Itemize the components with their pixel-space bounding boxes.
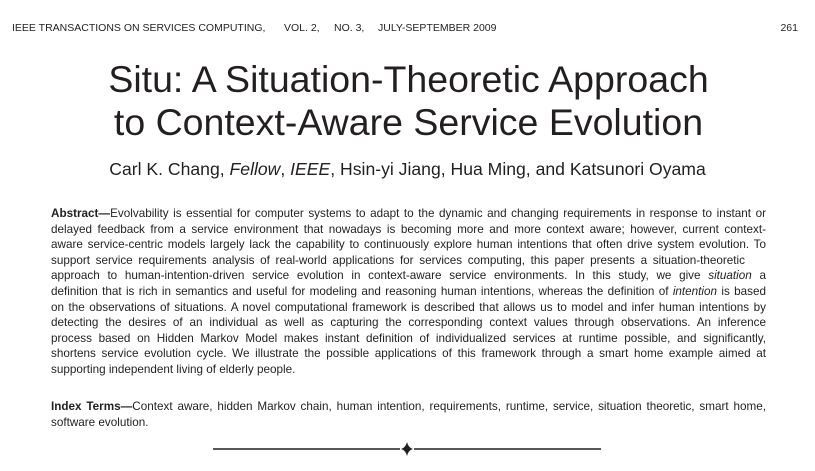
- running-header-journal: IEEE TRANSACTIONS ON SERVICES COMPUTING,: [12, 22, 266, 34]
- author-separator: ,: [280, 159, 291, 179]
- abstract-line: process based on Hidden Markov Model makes instant definition of individualized services at runtime possible, and significantly,: [51, 331, 766, 345]
- running-header-volume: VOL. 2,: [284, 22, 320, 34]
- paper-title-line: Situ: A Situation-Theoretic Approach: [108, 57, 709, 100]
- running-header-issue: NO. 3,: [334, 22, 365, 34]
- abstract-italic-term: intention: [672, 284, 718, 298]
- abstract-line: [51, 284, 766, 300]
- author-society: IEEE: [290, 159, 331, 179]
- running-header-date: JULY-SEPTEMBER 2009: [378, 22, 497, 34]
- paper-title: [1, 58, 815, 144]
- index-terms-line: software evolution.: [51, 415, 149, 429]
- abstract-line: aware service-centric models largely lack the capability to continuously explore human intentions that often drive system evolution. To: [51, 238, 766, 252]
- index-terms: [51, 399, 766, 430]
- author-rest: , Hsin-yi Jiang, Hua Ming, and Katsunori Oyama: [330, 159, 706, 179]
- abstract-line-text: definition that is rich in semantics and useful for modeling and reasoning human intentions, whereas the definition of: [51, 284, 673, 298]
- author-grade: Fellow: [229, 159, 281, 179]
- diamond-icon: [401, 442, 413, 456]
- abstract-line-text: Evolvability is essential for computer systems to adapt to the dynamic and changing requirements in response to instant or: [110, 207, 766, 220]
- abstract-label: Abstract—: [51, 207, 111, 220]
- index-terms-text: Context aware, hidden Markov chain, human intention, requirements, runtime, service, situation theoretic, smart home,: [132, 400, 766, 413]
- abstract-line-text: is based: [717, 284, 766, 298]
- abstract-line: detecting the desires of an individual as well as capturing the corresponding context values through observations. An inference: [51, 316, 766, 330]
- paper-title-line: to Context-Aware Service Evolution: [113, 100, 704, 143]
- author-lead: Carl K. Chang,: [109, 159, 230, 179]
- page-number: 261: [780, 22, 798, 34]
- abstract-line: supporting independent living of elderly people.: [51, 362, 296, 376]
- index-terms-line: [51, 399, 766, 415]
- index-terms-label: Index Terms—: [51, 400, 133, 413]
- abstract: [51, 206, 766, 378]
- author-list: [0, 159, 815, 179]
- abstract-line-text: approach to human-intention-driven service evolution in context-aware service environments. In this study, we give: [51, 269, 709, 283]
- abstract-line: [51, 206, 766, 222]
- abstract-line-text: a: [751, 269, 766, 283]
- abstract-line: [51, 268, 766, 284]
- abstract-line: on the observations of situations. A novel computational framework is described that allows us to model and infer human intentions by: [51, 300, 766, 314]
- abstract-line: shortens service evolution cycle. We illustrate the possible applications of this framework through a smart home example aimed at: [51, 347, 766, 361]
- section-divider: [0, 439, 815, 459]
- abstract-line: support service requirements analysis of real-world applications for services computing, this paper presents a situation-theoretic: [51, 253, 745, 267]
- abstract-line: delayed feedback from a service environment that nowadays is becoming more and more context aware; however, current context-: [51, 222, 766, 236]
- abstract-italic-term: situation: [708, 269, 752, 283]
